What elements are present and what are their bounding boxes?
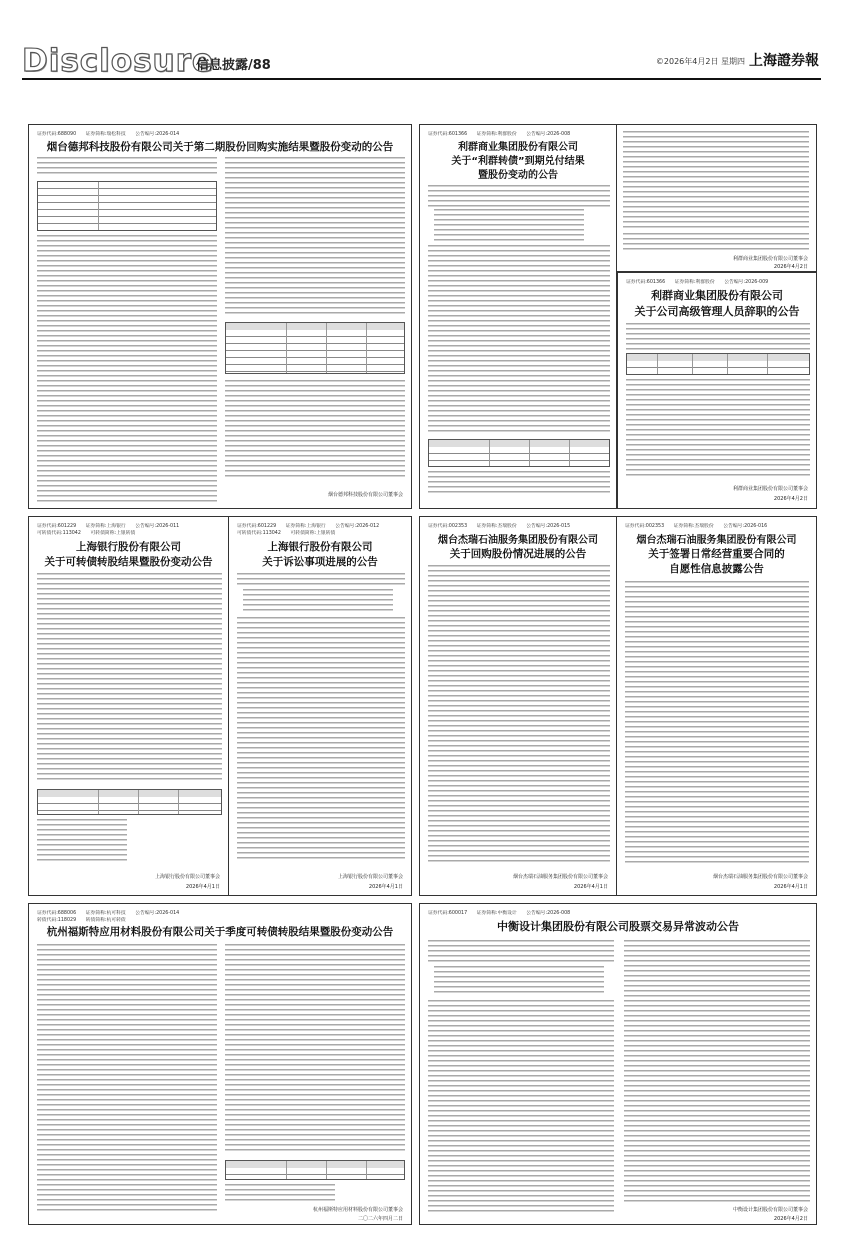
- notice-title-1: 上海银行股份有限公司: [76, 541, 181, 553]
- signature: 利群商业集团股份有限公司董事会: [732, 256, 808, 262]
- info-table: [37, 181, 217, 231]
- notice-title-2: 关于公司高级管理人员辞职的公告: [634, 305, 800, 318]
- notice-title-2: 关于可转债转股结果暨股份变动公告: [44, 556, 213, 568]
- body-text: [37, 235, 217, 505]
- notice-bos-conversion: [28, 516, 229, 896]
- signature-date: 2026年4月1日: [573, 884, 608, 890]
- signature-date: 二〇二六年四月二日: [357, 1216, 403, 1222]
- notice-liqun-continued: [617, 124, 817, 272]
- body-text: [428, 185, 610, 207]
- notice-title: 中衡设计集团股份有限公司股票交易异常波动公告: [497, 920, 739, 933]
- notice-title-2: 关于回购股份情况进展的公告: [449, 548, 587, 560]
- notice-bos-litigation: [229, 516, 412, 896]
- header-rule: [22, 78, 821, 80]
- notice-title-3: 暨股份变动的公告: [478, 170, 558, 181]
- notice-title: 烟台德邦科技股份有限公司关于第二期股份回购实施结果暨股份变动的公告: [46, 141, 394, 153]
- body-text: [623, 131, 809, 231]
- share-change-table: [37, 789, 222, 815]
- key-points: [434, 966, 604, 996]
- body-text: [225, 157, 405, 317]
- signature-date: 2026年4月2日: [773, 264, 808, 270]
- notice-code: 证券代码:601366 证券简称:利群股份 公告编号:2026-008: [428, 132, 571, 137]
- disclosure-logo: Disclosure: [22, 43, 214, 79]
- share-change-table: [225, 322, 405, 374]
- signature: 烟台杰瑞石油服务集团股份有限公司董事会: [712, 874, 808, 880]
- body-text: [623, 233, 809, 253]
- notice-code: 证券代码:601366 证券简称:利群股份 公告编号:2026-009: [626, 280, 769, 285]
- key-points: [243, 589, 393, 613]
- notice-code: 证券代码:002353 证券简称:杰瑞股份 公告编号:2026-016: [625, 524, 768, 529]
- body-text: [428, 471, 610, 496]
- signature: 烟台杰瑞石油服务集团股份有限公司董事会: [512, 874, 608, 880]
- body-text: [428, 245, 610, 435]
- notice-jereh-buyback: [419, 516, 617, 896]
- signature-date: 2026年4月2日: [773, 1216, 808, 1222]
- body-text: [225, 944, 405, 1154]
- notice-title-1: 上海银行股份有限公司: [267, 541, 373, 553]
- signature-date: 2026年4月1日: [368, 884, 403, 890]
- notice-code-2: 可转债代码:113042 可转债简称:上银转债: [237, 531, 336, 536]
- notice-code: 证券代码:688090 证券简称:瑞松科技 公告编号:2026-014: [37, 132, 180, 137]
- notice-debang-buyback: [28, 124, 412, 509]
- body-text: [237, 573, 405, 585]
- resignation-table: [626, 353, 810, 375]
- body-text: [626, 323, 810, 351]
- body-text: [624, 940, 810, 1202]
- notice-code-2: 可转债代码:113042 可转债简称:上银转债: [37, 531, 136, 536]
- body-text: [37, 157, 217, 177]
- contact-info: [225, 1184, 335, 1204]
- section-title: 信息披露/88: [196, 58, 271, 73]
- notice-code-2: 转债代码:118029 转债简称:杭可转债: [37, 918, 126, 923]
- notice-liqun-conversion: [419, 124, 617, 509]
- body-text: [625, 581, 809, 865]
- notice-liqun-resignation: [617, 272, 817, 509]
- notice-title: 杭州福斯特应用材料股份有限公司关于季度可转债转股结果暨股份变动公告: [46, 926, 394, 938]
- notice-title-1: 烟台杰瑞石油服务集团股份有限公司: [636, 535, 797, 546]
- body-text: [37, 944, 217, 1214]
- signature-date: 2026年4月1日: [185, 884, 220, 890]
- notice-code: 证券代码:601229 证券简称:上海银行 公告编号:2026-012: [237, 524, 380, 529]
- signature: 上海银行股份有限公司董事会: [337, 874, 403, 880]
- issue-date: ©2026年4月2日 星期四: [655, 57, 745, 66]
- body-text: [428, 565, 610, 865]
- signature: 利群商业集团股份有限公司董事会: [732, 486, 808, 492]
- notice-title-1: 利群商业集团股份有限公司: [651, 289, 783, 302]
- share-change-table: [428, 439, 610, 467]
- body-text: [428, 1000, 614, 1215]
- signature-date: 2026年4月2日: [773, 496, 808, 502]
- signature: 上海银行股份有限公司董事会: [154, 874, 220, 880]
- notice-code: 证券代码:601229 证券简称:上海银行 公告编号:2026-011: [37, 524, 180, 529]
- page-header: [0, 0, 843, 78]
- signature-date: 2026年4月1日: [773, 884, 808, 890]
- signature: 中衡设计集团股份有限公司董事会: [732, 1207, 808, 1213]
- notice-code: 证券代码:600017 证券简称:中衡设计 公告编号:2026-008: [428, 911, 571, 916]
- body-text: [237, 617, 405, 862]
- body-text: [37, 573, 222, 783]
- notice-first-conversion: [28, 903, 412, 1225]
- notice-jereh-contract: [617, 516, 817, 896]
- notice-title-2: 关于“利群转债”到期兑付结果: [451, 156, 585, 167]
- notice-title-1: 烟台杰瑞石油服务集团股份有限公司: [438, 535, 598, 546]
- body-text: [428, 940, 614, 964]
- share-change-table: [225, 1160, 405, 1180]
- notice-title-2: 关于诉讼事项进展的公告: [262, 556, 378, 568]
- notice-code: 证券代码:688006 证券简称:杭可科技 公告编号:2026-014: [37, 911, 180, 916]
- notice-zhongheng-volatility: [419, 903, 817, 1225]
- notice-code: 证券代码:002353 证券简称:杰瑞股份 公告编号:2026-015: [428, 524, 571, 529]
- body-text: [225, 380, 405, 480]
- newspaper-brand: 上海證券報: [749, 53, 819, 69]
- signature: 杭州福斯特应用材料股份有限公司董事会: [312, 1207, 403, 1213]
- notice-title-1: 利群商业集团股份有限公司: [458, 142, 578, 153]
- body-text: [626, 379, 810, 479]
- contact-info: [37, 819, 127, 864]
- signature: 烟台德邦科技股份有限公司董事会: [327, 492, 403, 498]
- notice-title-3: 自愿性信息披露公告: [669, 563, 764, 575]
- key-points: [434, 209, 584, 241]
- notice-title-2: 关于签署日常经营重要合同的: [648, 548, 785, 560]
